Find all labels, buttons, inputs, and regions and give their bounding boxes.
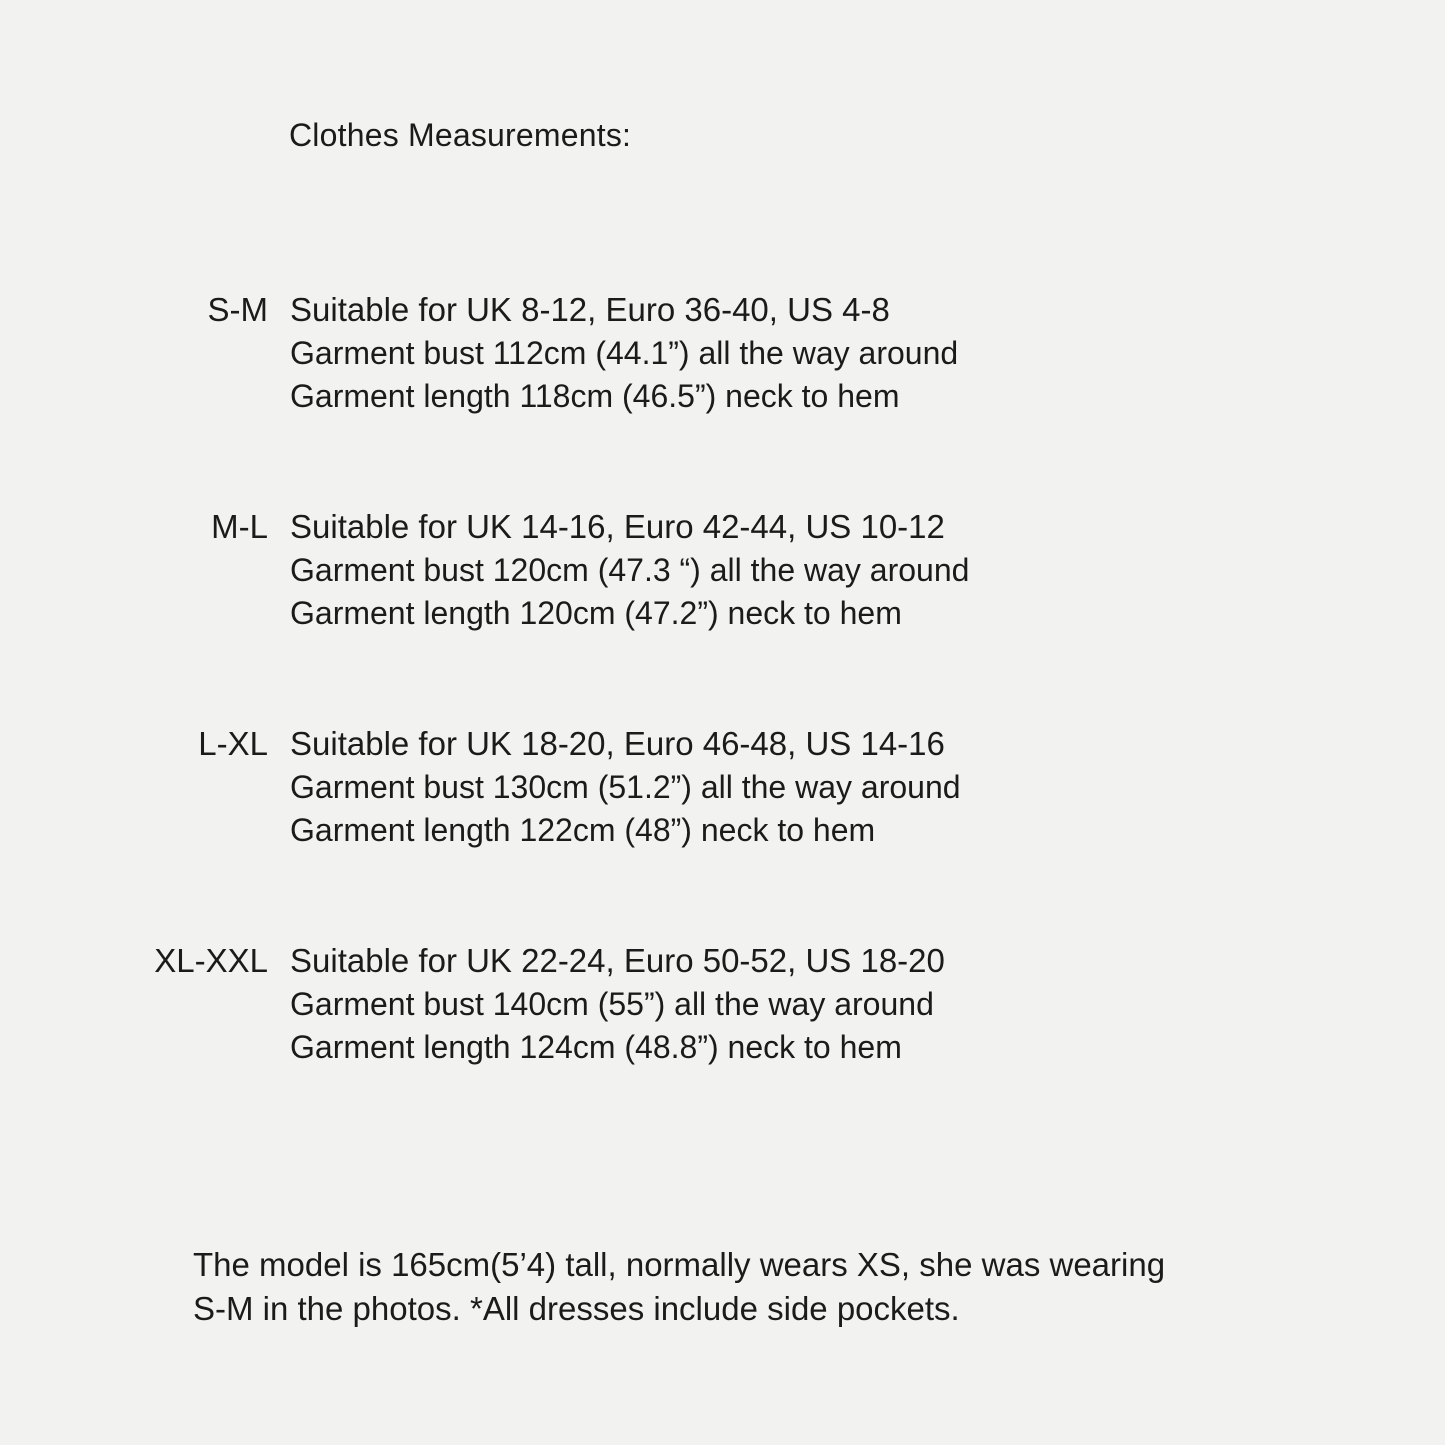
footnote-line-2: S-M in the photos. *All dresses include side pockets. [193, 1290, 960, 1327]
size-details [268, 505, 969, 636]
size-block-m-l [0, 505, 1445, 636]
size-length-line: Garment length 118cm (46.5”) neck to hem [290, 378, 900, 414]
size-fit-line: Suitable for UK 14-16, Euro 42-44, US 10-12 [290, 508, 945, 545]
size-label: L-XL [198, 725, 268, 762]
size-bust-line: Garment bust 130cm (51.2”) all the way around [290, 768, 961, 805]
size-length-line: Garment length 120cm (47.2”) neck to hem [290, 595, 902, 631]
size-bust-line: Garment bust 140cm (55”) all the way around [290, 985, 934, 1022]
size-block-xl-xxl [0, 939, 1445, 1070]
size-fit-line: Suitable for UK 8-12, Euro 36-40, US 4-8 [290, 291, 890, 328]
size-length-line: Garment length 122cm (48”) neck to hem [290, 812, 876, 848]
footnote-line-1: The model is 165cm(5’4) tall, normally wears XS, she was wearing [193, 1246, 1166, 1283]
footnote [193, 1243, 1313, 1331]
size-label: XL-XXL [154, 942, 268, 979]
size-details [268, 288, 958, 419]
size-fit-line: Suitable for UK 22-24, Euro 50-52, US 18-20 [290, 942, 945, 979]
size-block-l-xl [0, 722, 1445, 853]
size-label: S-M [207, 291, 268, 328]
size-block-s-m [0, 288, 1445, 419]
size-row [0, 722, 1445, 853]
size-details [268, 722, 961, 853]
size-length-line: Garment length 124cm (48.8”) neck to hem [290, 1029, 902, 1065]
size-label: M-L [211, 508, 268, 545]
page-title: Clothes Measurements: [289, 117, 632, 153]
size-row [0, 939, 1445, 1070]
size-fit-line: Suitable for UK 18-20, Euro 46-48, US 14-16 [290, 725, 945, 762]
size-row [0, 505, 1445, 636]
size-bust-line: Garment bust 120cm (47.3 “) all the way around [290, 551, 970, 588]
size-row [0, 288, 1445, 419]
size-bust-line: Garment bust 112cm (44.1”) all the way around [290, 334, 959, 371]
size-details [268, 939, 945, 1070]
